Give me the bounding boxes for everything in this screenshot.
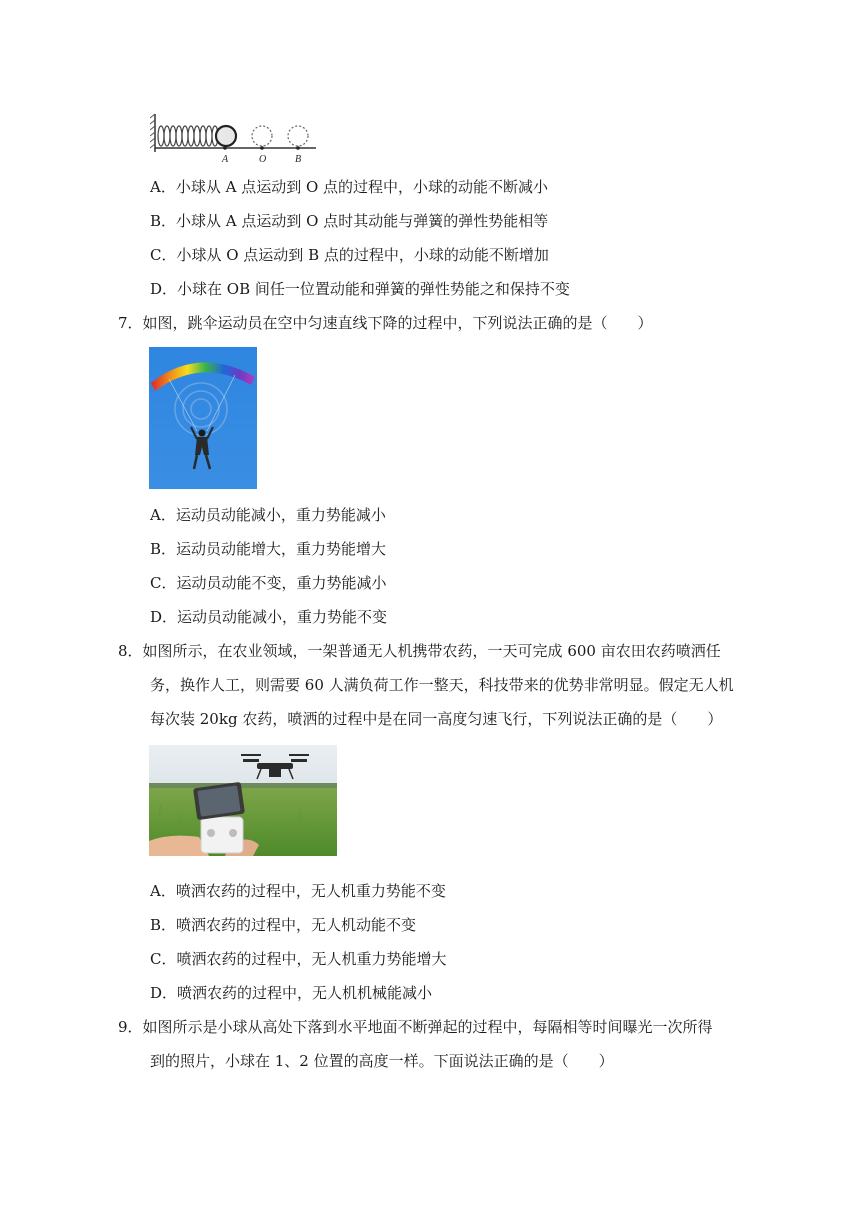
q8-option-b: B．喷洒农药的过程中，无人机动能不变 [150, 916, 417, 934]
q8-option-c: C．喷洒农药的过程中，无人机重力势能增大 [150, 950, 447, 968]
label-o: O [259, 154, 267, 165]
parachutist-figure [149, 347, 257, 489]
drone-figure [149, 745, 337, 856]
spring-ball-figure [150, 110, 320, 168]
q6-option-c: C．小球从 O 点运动到 B 点的过程中，小球的动能不断增加 [150, 246, 549, 264]
q8-stem-line-3: 每次装 20kg 农药，喷洒的过程中是在同一高度匀速飞行，下列说法正确的是（ ） [150, 710, 723, 728]
label-b: B [295, 154, 302, 165]
q9-stem-line-2: 到的照片，小球在 1、2 位置的高度一样。下面说法正确的是（ ） [150, 1052, 614, 1070]
q6-option-a: A．小球从 A 点运动到 O 点的过程中，小球的动能不断减小 [150, 178, 549, 196]
q7-option-d: D．运动员动能减小，重力势能不变 [150, 608, 388, 626]
q8-stem-line-1: 8．如图所示，在农业领域，一架普通无人机携带农药，一天可完成 600 亩农田农药喷洒任 [118, 642, 721, 660]
q7-option-c: C．运动员动能不变，重力势能减小 [150, 574, 387, 592]
q6-option-d: D．小球在 OB 间任一位置动能和弹簧的弹性势能之和保持不变 [150, 280, 570, 298]
q7-stem: 7．如图，跳伞运动员在空中匀速直线下降的过程中，下列说法正确的是（ ） [118, 314, 653, 332]
q8-option-d: D．喷洒农药的过程中，无人机机械能减小 [150, 984, 433, 1002]
q7-option-a: A．运动员动能减小，重力势能减小 [150, 506, 386, 524]
q8-option-a: A．喷洒农药的过程中，无人机重力势能不变 [150, 882, 446, 900]
label-a: A [222, 154, 229, 165]
q7-option-b: B．运动员动能增大，重力势能增大 [150, 540, 387, 558]
spring-ball-diagram-icon [150, 110, 320, 168]
q8-stem-line-2: 务，换作人工，则需要 60 人满负荷工作一整天，科技带来的优势非常明显。假定无人机 [150, 676, 734, 694]
q6-option-b: B．小球从 A 点运动到 O 点时其动能与弹簧的弹性势能相等 [150, 212, 549, 230]
parachutist-photo-icon [149, 347, 257, 489]
drone-field-photo-icon [149, 745, 337, 856]
q9-stem-line-1: 9．如图所示是小球从高处下落到水平地面不断弹起的过程中，每隔相等时间曝光一次所得 [118, 1018, 713, 1036]
